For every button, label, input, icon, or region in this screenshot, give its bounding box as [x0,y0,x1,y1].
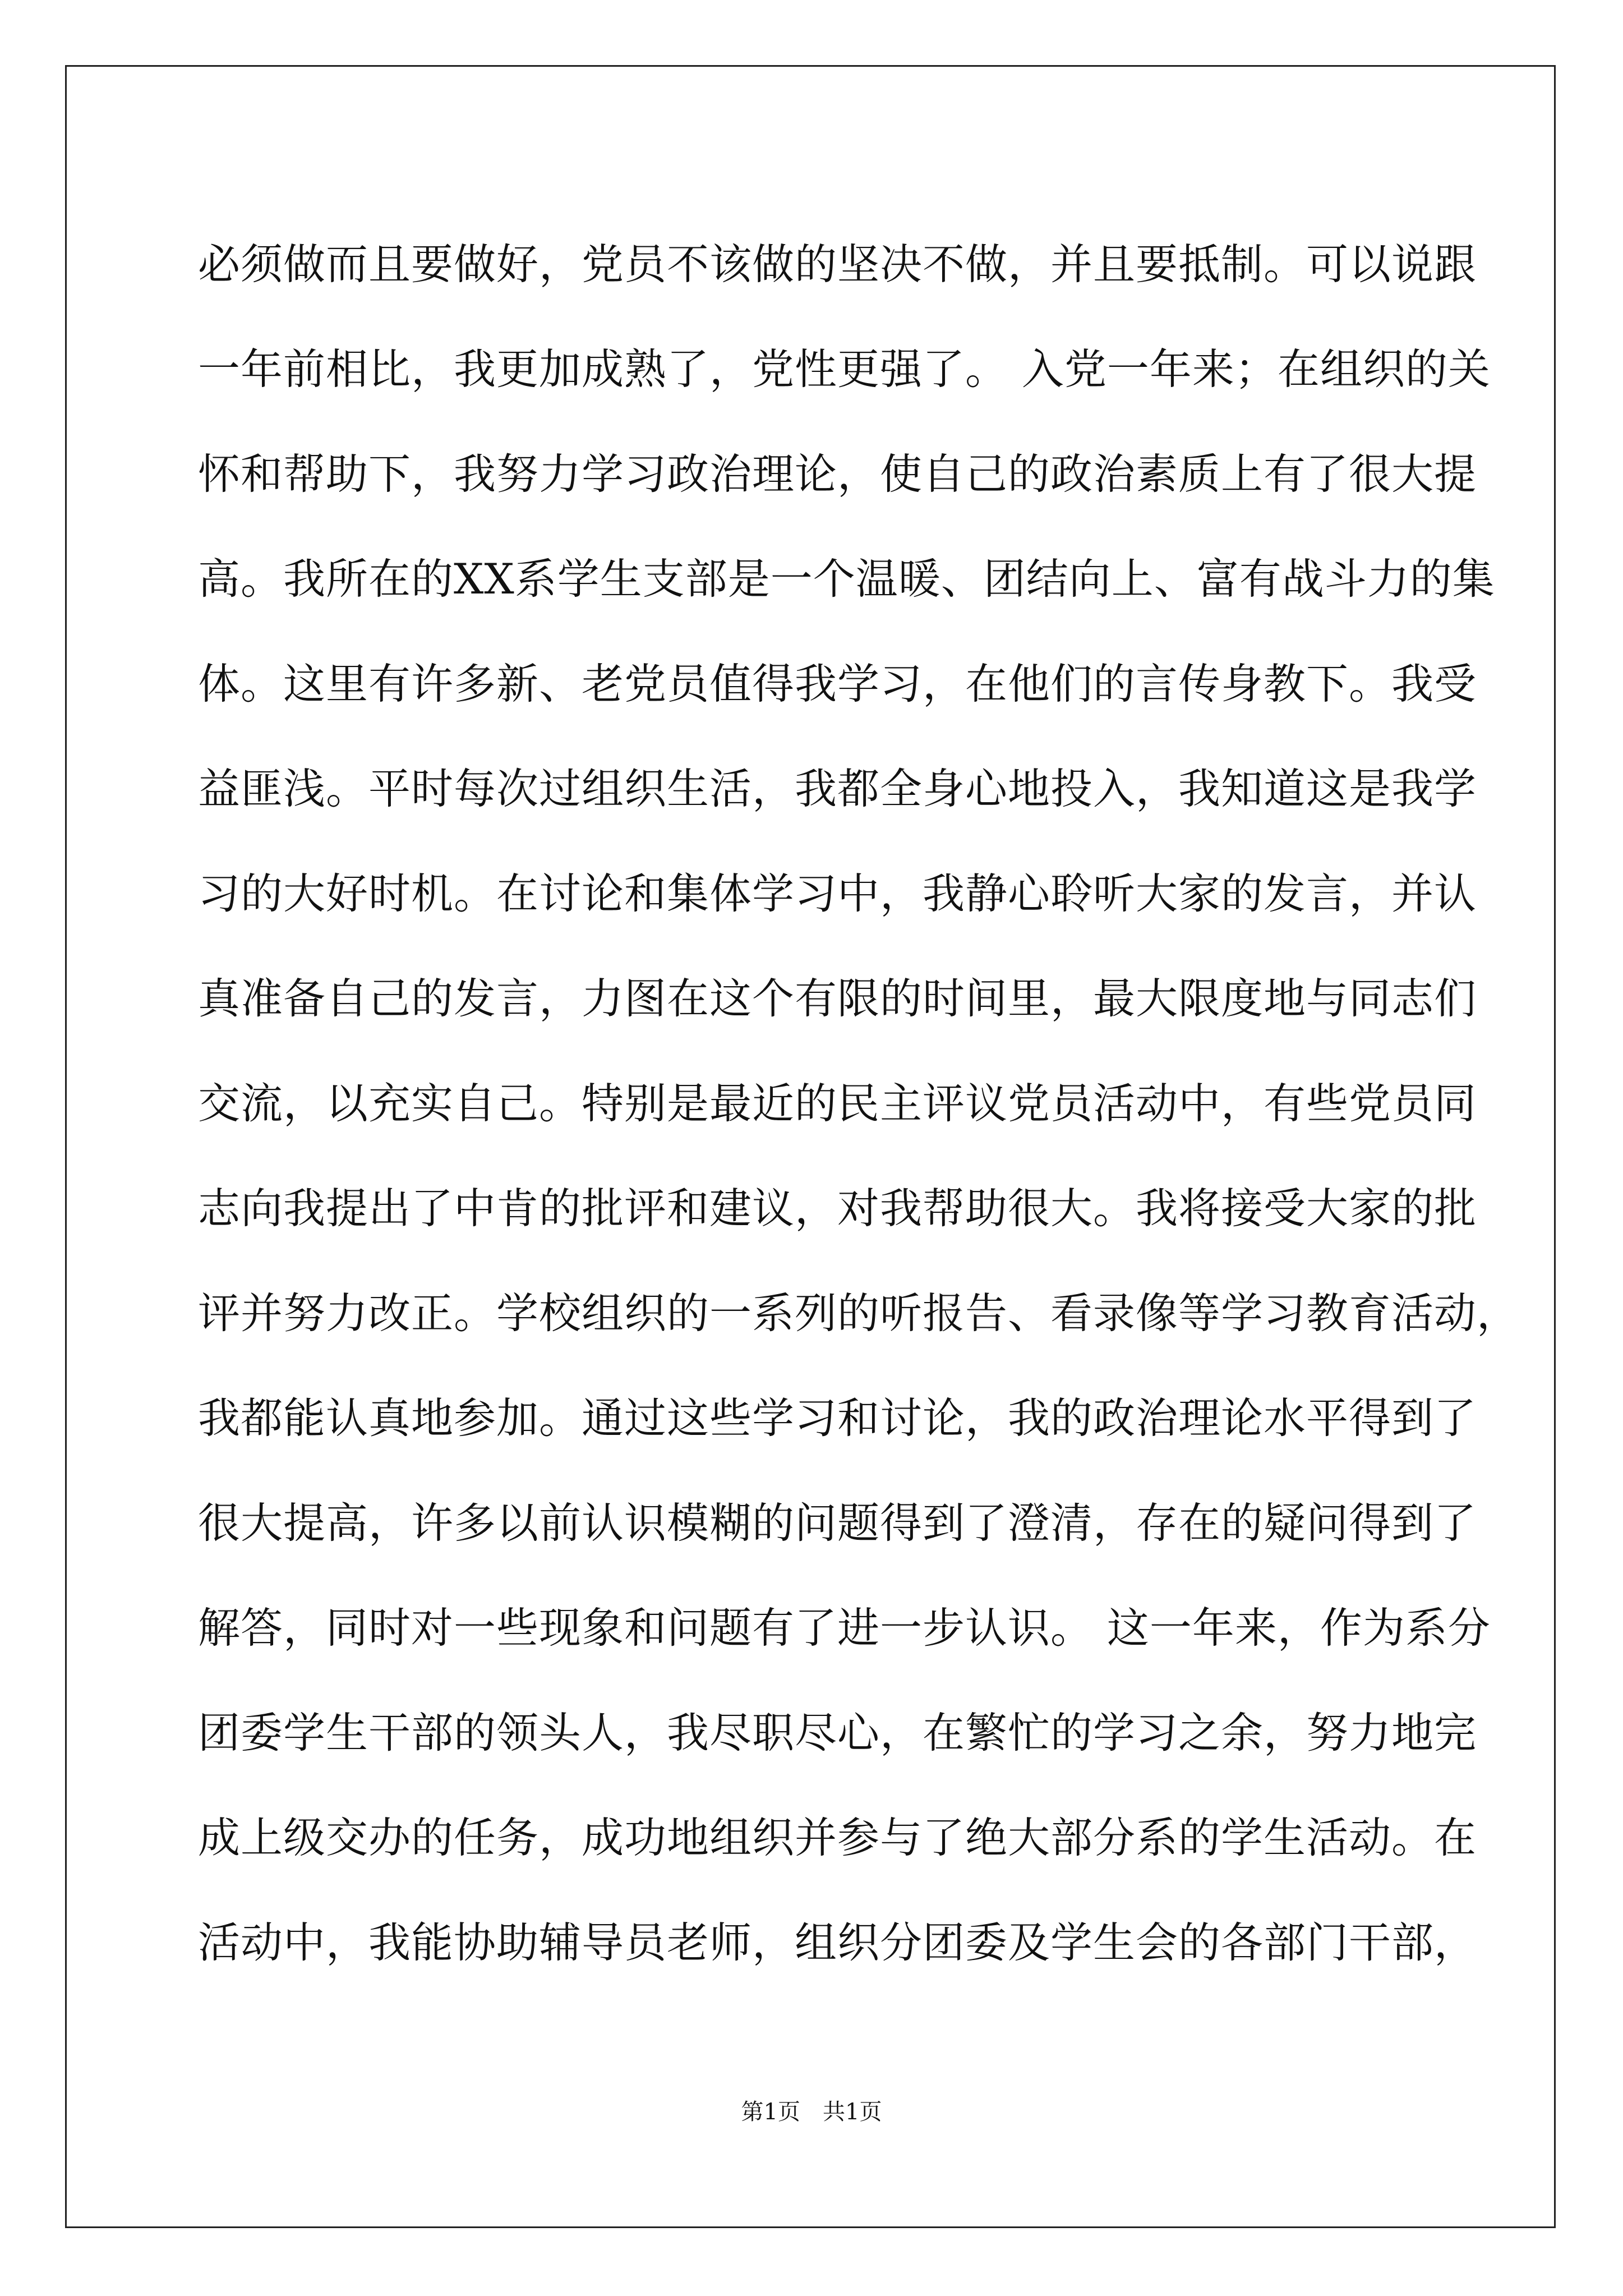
text-line: 习的大好时机。在讨论和集体学习中，我静心聆听大家的发言，并认 [198,869,1477,918]
text-line: 一年前相比，我更加成熟了，党性更强了。 入党一年来；在组织的关 [198,344,1491,394]
text-line: 怀和帮助下，我努力学习政治理论，使自己的政治素质上有了很大提 [198,449,1477,499]
text-line: 很大提高，许多以前认识模糊的问题得到了澄清，存在的疑问得到了 [198,1498,1477,1548]
text-line: 必须做而且要做好，党员不该做的坚决不做，并且要抵制。可以说跟 [198,240,1477,289]
page-count: 共1页 [823,2099,882,2125]
text-line: 我都能认真地参加。通过这些学习和讨论，我的政治理论水平得到了 [198,1393,1477,1443]
text-line: 真准备自己的发言，力图在这个有限的时间里，最大限度地与同志们 [198,974,1477,1023]
text-line: 志向我提出了中肯的批评和建议，对我帮助很大。我将接受大家的批 [198,1184,1477,1233]
document-body [198,212,1520,1995]
page-number: 第1页 [741,2099,800,2125]
text-line: 活动中，我能协助辅导员老师，组织分团委及学生会的各部门干部， [198,1918,1477,1967]
text-line: 成上级交办的任务，成功地组织并参与了绝大部分系的学生活动。在 [198,1813,1477,1862]
text-line: 评并努力改正。学校组织的一系列的听报告、看录像等学习教育活动， [198,1289,1520,1338]
text-line: 高。我所在的XX系学生支部是一个温暖、团结向上、富有战斗力的集 [198,554,1495,604]
page-footer [0,2095,1623,2129]
text-line: 益匪浅。平时每次过组织生活，我都全身心地投入，我知道这是我学 [198,764,1477,813]
text-line: 解答，同时对一些现象和问题有了进一步认识。 这一年来，作为系分 [198,1603,1491,1653]
text-line: 团委学生干部的领头人，我尽职尽心，在繁忙的学习之余，努力地完 [198,1708,1477,1757]
text-line: 交流，以充实自己。特别是最近的民主评议党员活动中，有些党员同 [198,1079,1477,1128]
text-line: 体。这里有许多新、老党员值得我学习，在他们的言传身教下。我受 [198,659,1477,708]
